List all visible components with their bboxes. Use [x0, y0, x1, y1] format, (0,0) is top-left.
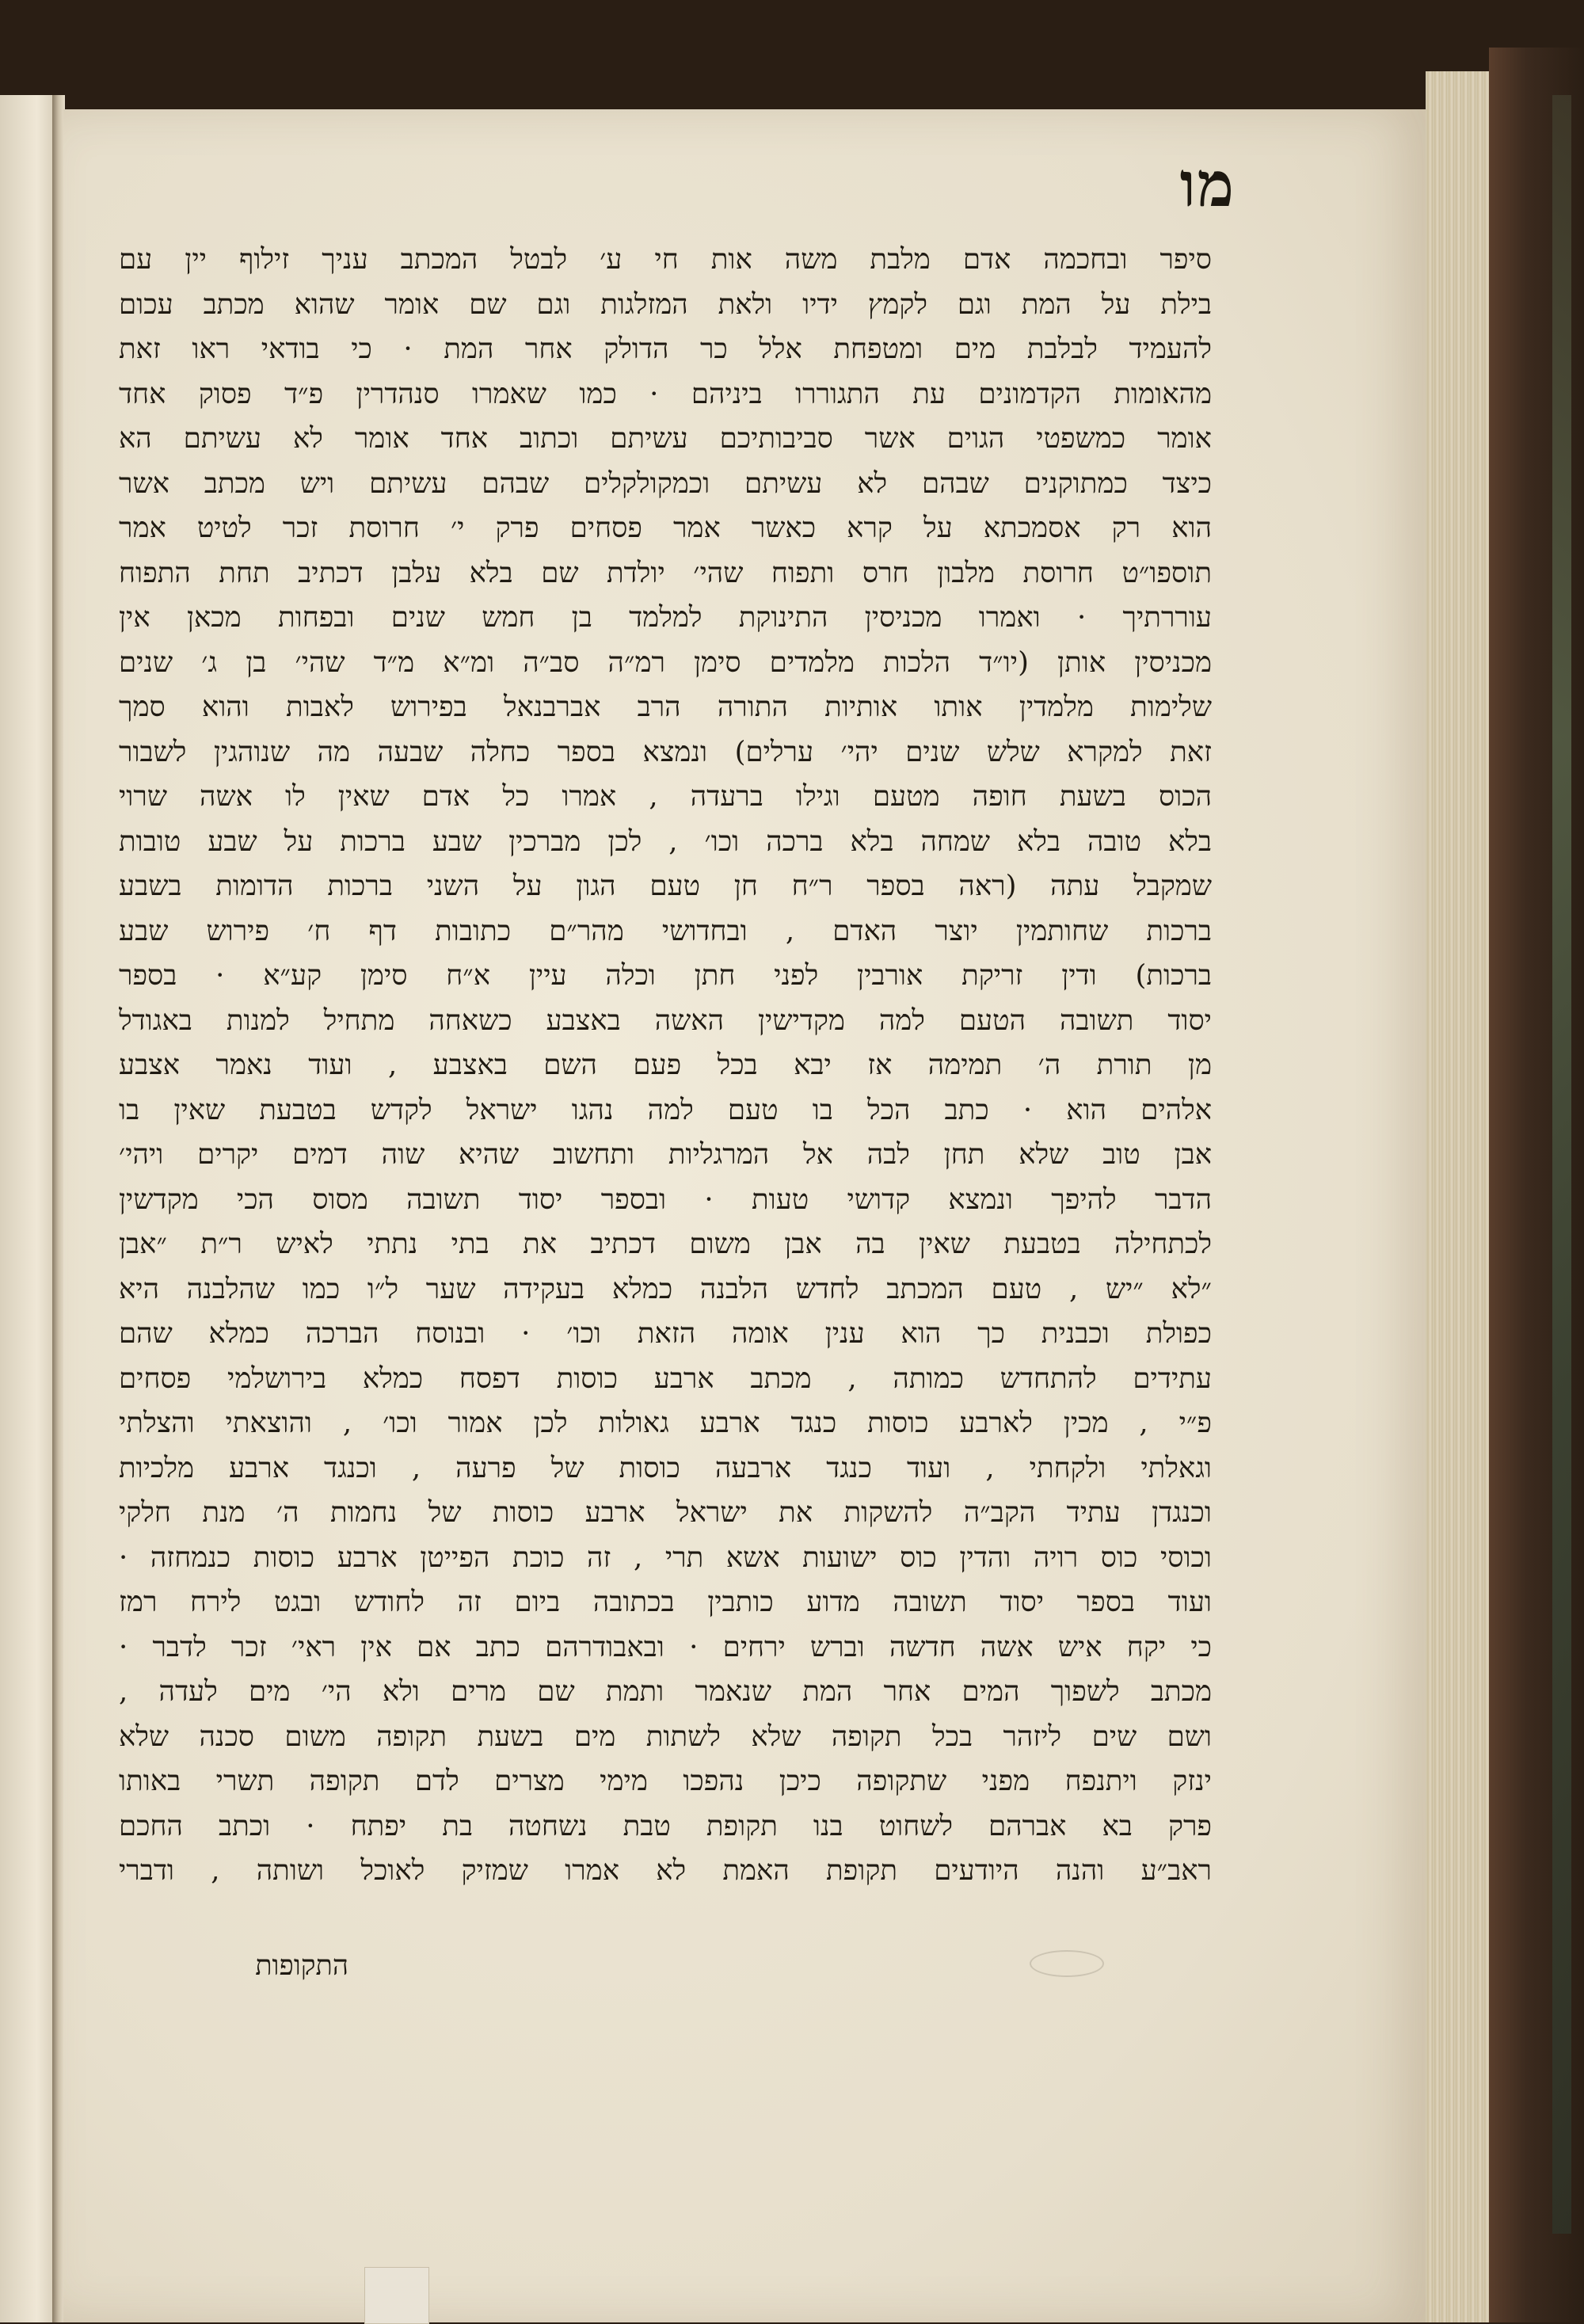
text-line: ברכות) ודין זריקת אורבין לפני חתן וכלה עיין א״ח סימן קע״א · בספר [119, 959, 1212, 992]
text-line: וכנגדן עתיד הקב״ה להשקות את ישראל ארבע כוסות של נחמות ה׳ מנת חלקי [119, 1496, 1212, 1529]
text-line: פ״י , מכין לארבע כוסות כנגד ארבע גאולות לכן אמור וכו׳ , והוצאתי והצלתי [119, 1407, 1212, 1439]
text-line: שמקבל עתה (ראה בספר ר״ח חן טעם הגון על השני ברכות הדומות בשבע [119, 870, 1212, 902]
text-line: ינזק ויתנפח מפני שתקופה כיכן נהפכו מימי מצרים לדם תקופה תשרי באותו [119, 1765, 1212, 1797]
text-line: ועוד בספר יסוד תשובה מדוע כותבין בכתובה ביום זה לחודש ובגט לירח רמז [119, 1586, 1212, 1618]
text-line: יסוד תשובה הטעם למה מקדישין האשה באצבע כשאחה מתחיל למנות באגודל [119, 1004, 1212, 1037]
text-line: להעמיד לבלבת מים ומטפחת אלל כר הדולק אחר המת · כי בודאי ראו זאת [119, 333, 1212, 365]
page-number: מו [1179, 149, 1236, 221]
text-line: בילת על המת וגם לקמץ ידיו ולאת המזלגות וגם שם אומר שהוא מכתב עכום [119, 288, 1212, 321]
text-line: ראב״ע והנה היודעים תקופת האמת לא אמרו שמזיק לאוכל ושותה , ודברי [119, 1854, 1212, 1887]
text-line: לכתחילה בטבעת שאין בה אבן משום דכתיב את בתי נתתי לאיש ר״ת ״אבן [119, 1228, 1212, 1260]
text-line: וגאלתי ולקחתי , ועוד כנגד ארבעה כוסות של פרעה , וכנגד ארבע מלכיות [119, 1451, 1212, 1484]
text-line: פרק בא אברהם לשחוט בנו תקופת טבת נשחטה בת יפתח · וכתב החכם [119, 1809, 1212, 1842]
text-line: זאת למקרא שלש שנים יהי׳ ערלים) ונמצא בספר כחלה שבעה מה שנוהגין לשבור [119, 735, 1212, 768]
text-line: כיצד כמתוקנים שבהם לא עשיתם וכמקולקלים שבהם עשיתם ויש מכתב אשר [119, 467, 1212, 500]
text-line: עתידים להתחדש כמותה , מכתב ארבע כוסות דפסח כמלא בירושלמי פסחים [119, 1362, 1212, 1395]
text-line: מן תורת ה׳ תמימה אז יבא בכל פעם השם באצבע , ועוד נאמר אצבע [119, 1049, 1212, 1081]
text-line: מכניסין אותן (יו״ד הלכות מלמדים סימן רמ״ה סב״ה ומ״א מ״ד שהי׳ בן ג׳ שנים [119, 646, 1212, 679]
text-line: אלהים הוא · כתב הכל בו טעם למה נהגו ישראל לקדש בטבעת שאין בו [119, 1093, 1212, 1126]
faint-stamp [1030, 1950, 1104, 1977]
catchword: התקופות [255, 1950, 348, 1982]
text-line: שלימות מלמדין אותו אותיות התורה הרב אברבנאל בפירוש לאבות והוא סמך [119, 691, 1212, 723]
paper-tab [364, 2267, 429, 2324]
text-line: סיפר ובחכמה אדם מלבת משה אות חי ע׳ לבטל המכתב עניך זילוף יין עם [119, 243, 1212, 276]
text-line: הדבר להיפך ונמצא קדושי טעות · ובספר יסוד תשובה מסוס הכי מקדשין [119, 1183, 1212, 1216]
text-line: ושם שים ליזהר בכל תקופה שלא לשתות מים בשעת תקופה משום סכנה שלא [119, 1720, 1212, 1753]
body-text [119, 238, 1212, 1894]
text-line: ברכות שחותמין יוצר האדם , ובחדושי מהר״ם כתובות דף ח׳ פירוש שבע [119, 914, 1212, 947]
text-line: הכוס בשעת חופה מטעם וגילו ברעדה , אמרו כל אדם שאין לו אשה שרוי [119, 780, 1212, 813]
text-line: כפולת וכבנית כך הוא ענין אומה הזאת וכו׳ · ובנוסח הברכה כמלא שהם [119, 1317, 1212, 1350]
text-line: הוא רק אסמכתא על קרא כאשר אמר פסחים פרק י׳ חרוסת זכר לטיט אמר [119, 512, 1212, 544]
text-line: מהאומות הקדמונים עת התגוררו ביניהם · כמו שאמרו סנהדרין פ״ד פסוק אחד [119, 377, 1212, 410]
text-line: אומר כמשפטי הגוים אשר סביבותיכם עשיתם וכתוב אחד אומר לא עשיתם הא [119, 422, 1212, 455]
text-line: תוספו״ט חרוסת מלבון חרס ותפוח שהי׳ יולדת שם בלא עלבן דכתיב תחת התפוח [119, 556, 1212, 589]
text-line: כי יקח איש אשה חדשה וברש ירחים · ובאבודרהם כתב אם אין ראי׳ זכר לדבר · [119, 1630, 1212, 1663]
text-line: עוררתיך · ואמרו מכניסין התינוקת למלמד בן חמש שנים ובפחות מכאן אין [119, 601, 1212, 634]
cover-spine [1552, 95, 1571, 2234]
text-line: ״לא ״יש , טעם המכתב לחדש הלבנה כמלא בעקידה שער ל״ו כמו שהלבנה היא [119, 1272, 1212, 1305]
text-line: בלא טובה בלא שמחה בלא ברכה וכו׳ , לכן מברכין שבע ברכות על שבע טובות [119, 825, 1212, 858]
text-line: וכוסי כוס רויה והדין כוס ישועות אשא תרי , זה כוכת הפייטן ארבע כוסות כנמחזה · [119, 1541, 1212, 1574]
text-line: מכתב לשפוך המים אחר המת שנאמר ותמת שם מרים ולא הי׳ מים לעדה , [119, 1675, 1212, 1708]
text-line: אבן טוב שלא תחן לבה אל המרגליות ותחשוב שהיא שוה דמים יקרים ויהי׳ [119, 1138, 1212, 1171]
